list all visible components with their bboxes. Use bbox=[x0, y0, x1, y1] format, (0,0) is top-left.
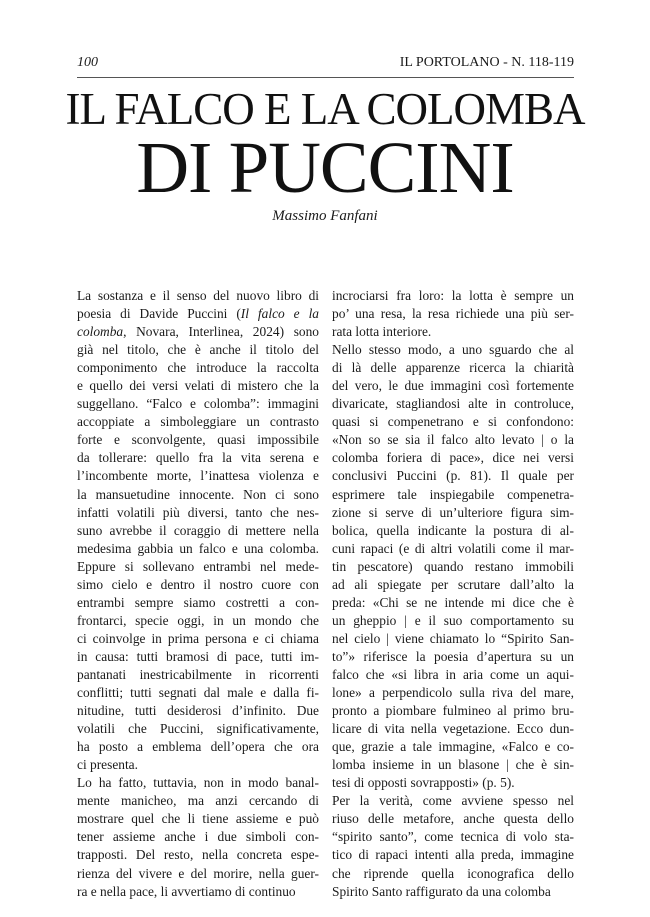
text-line: medesima gabbia un falco e una colomba. bbox=[77, 540, 319, 556]
article-title-line-2: DI PUCCINI bbox=[136, 127, 514, 208]
text-line: la mansuetudine innocente. Non ci sono bbox=[77, 486, 319, 502]
text-line: «Non so se sia il falco alto levato | o la bbox=[332, 432, 574, 448]
text-line: suno avrebbe il coraggio di mettere nella bbox=[77, 522, 319, 538]
text-line: un gheppio | e il suo comportamento su bbox=[332, 612, 574, 628]
text-line: riuso delle metafore, anche questa dello bbox=[332, 811, 574, 827]
text-line: Eppure si sollevano entrambi nel mede- bbox=[77, 558, 319, 574]
text-line: nel cielo | viene chiamato lo “Spirito San- bbox=[332, 630, 574, 646]
text-line: in causa: tutti bramosi di pace, tutti im- bbox=[77, 648, 319, 664]
text-line: pronto a piombare fulmineo al primo bru- bbox=[332, 703, 574, 719]
text-line: zione si serve di un’ulteriore figura sim- bbox=[332, 504, 574, 520]
text-line: trapposti. Del resto, nella concreta espe- bbox=[77, 847, 319, 863]
text-line: infatti volatili più diversi, tanto che nes- bbox=[77, 504, 319, 520]
text-line: tesi di opposti sovrapposti» (p. 5). bbox=[332, 775, 515, 791]
text-line: Per la verità, come avviene spesso nel bbox=[332, 793, 574, 809]
text-line: Nello stesso modo, a uno sguardo che al bbox=[332, 342, 574, 358]
text-line: nitudine, tutti desiderosi d’infinito. Due bbox=[77, 703, 319, 719]
text-line: ha posto a emblema dell’opera che ora bbox=[77, 739, 319, 755]
text-line: Lo ha fatto, tuttavia, non in modo banal- bbox=[77, 775, 319, 791]
text-line: simo cielo e dentro il nostro cuore con bbox=[77, 576, 319, 592]
text-line: l’incombente morte, l’inattesa violenza e bbox=[77, 468, 319, 484]
text-line: falco che «si libra in aria come un aqui- bbox=[332, 666, 574, 682]
running-head bbox=[77, 55, 574, 75]
text-line: Spirito Santo raffigurato da una colomba bbox=[332, 883, 551, 899]
paragraph bbox=[77, 287, 319, 774]
text-line: colomba, Novara, Interlinea, 2024) sono bbox=[77, 324, 319, 340]
text-line: ra e nella pace, li avvertiamo di continuo bbox=[77, 883, 296, 899]
text-line: tico di rapaci intenti alla preda, immagine bbox=[332, 847, 574, 863]
text-line: entrambi sempre siamo costretti a con- bbox=[77, 594, 319, 610]
text-line: incrociarsi fra loro: la lotta è sempre un bbox=[332, 288, 574, 303]
text-column-right bbox=[332, 287, 574, 901]
paragraph bbox=[332, 792, 574, 900]
text-line: colomba foriera di pace», dice nei versi bbox=[332, 450, 574, 466]
text-line: tener assieme anche i due simboli con- bbox=[77, 829, 319, 845]
text-line: divaricate, stagliandosi alte in controluce, bbox=[332, 396, 574, 412]
text-line: conclusivi Puccini (p. 81). Il quale per bbox=[332, 468, 574, 484]
text-line: rata lotta interiore. bbox=[332, 324, 432, 340]
text-line: già nel titolo, che è anche il titolo del bbox=[77, 342, 319, 358]
text-column-left bbox=[77, 287, 319, 901]
page-number: 100 bbox=[77, 55, 98, 70]
text-line: suggellano. “Falco e colomba”: immagini bbox=[77, 396, 319, 412]
text-line: forte e sconvolgente, quasi impossibile bbox=[77, 432, 319, 448]
text-line: ci presenta. bbox=[77, 757, 138, 773]
paragraph bbox=[77, 774, 319, 900]
text-line: poesia di Davide Puccini (Il falco e la bbox=[77, 306, 319, 322]
text-line: preda: «Chi se ne intende mi dice che è bbox=[332, 594, 574, 610]
text-line: po’ una resa, la resa richiede una più ser- bbox=[332, 306, 574, 322]
paragraph bbox=[332, 341, 574, 792]
text-line: cuni rapaci (e di altri volatili come il mar- bbox=[332, 540, 574, 556]
text-line: rienza del vivere e del morire, nella guer- bbox=[77, 865, 319, 881]
paragraph bbox=[332, 287, 574, 341]
article-title-line-1: IL FALCO E LA COLOMBA bbox=[65, 84, 585, 134]
text-line: volatili che Puccini, significativamente, bbox=[77, 721, 319, 737]
text-line: conflitti; tutti segnati dal male e dalla fi- bbox=[77, 685, 319, 701]
text-line: ci coinvolge in prima persona e ci chiama bbox=[77, 630, 319, 646]
text-line: frontarci, specie oggi, in un mondo che bbox=[77, 612, 319, 628]
text-line: bolica, quella indicante la postura di al- bbox=[332, 522, 574, 538]
text-line: accoppiate a simboleggiare un contrasto bbox=[77, 414, 319, 430]
text-line: La sostanza e il senso del nuovo libro di bbox=[77, 288, 319, 303]
text-line: lomba insieme in un blasone | che è sin- bbox=[332, 757, 574, 773]
text-line: componimento che introduce la raccolta bbox=[77, 360, 319, 376]
text-line: tin pescatore) quando restano immobili bbox=[332, 558, 574, 574]
header-rule bbox=[77, 77, 574, 78]
text-line: lone» a perpendicolo sulla riva del mare, bbox=[332, 685, 574, 701]
text-line: to”» riferisce la poesia d’apertura su un bbox=[332, 648, 574, 664]
text-line: mente manicheo, ma anzi cercando di bbox=[77, 793, 319, 809]
text-line: e quello dei versi velati di mistero che la bbox=[77, 378, 319, 394]
journal-title: IL PORTOLANO - N. 118-119 bbox=[399, 55, 574, 70]
text-line: que, grazie a tale immagine, «Falco e co- bbox=[332, 739, 574, 755]
text-line: ad ali spiegate per scrutare dall’alto la bbox=[332, 576, 574, 592]
text-line: che riprende quella iconografica dello bbox=[332, 865, 574, 881]
article-author: Massimo Fanfani bbox=[272, 208, 378, 224]
text-line: da tollerare: quello fra la vita serena e bbox=[77, 450, 319, 466]
text-line: pantanati inestricabilmente in ricorrenti bbox=[77, 666, 319, 682]
text-line: del vero, le due immagini così fortemente bbox=[332, 378, 574, 394]
text-line: “spirito santo”, come tecnica di volo sta- bbox=[332, 829, 574, 845]
text-line: esprimere tale inspiegabile compenetra- bbox=[332, 486, 574, 502]
text-line: quasi si compenetrano e si confondono: bbox=[332, 414, 574, 430]
text-line: di là delle apparenze ricerca la chiarità bbox=[332, 360, 574, 376]
text-line: mostrare quel che li tiene assieme e può bbox=[77, 811, 319, 827]
text-line: licare di vita nella vegetazione. Ecco dun- bbox=[332, 721, 574, 737]
